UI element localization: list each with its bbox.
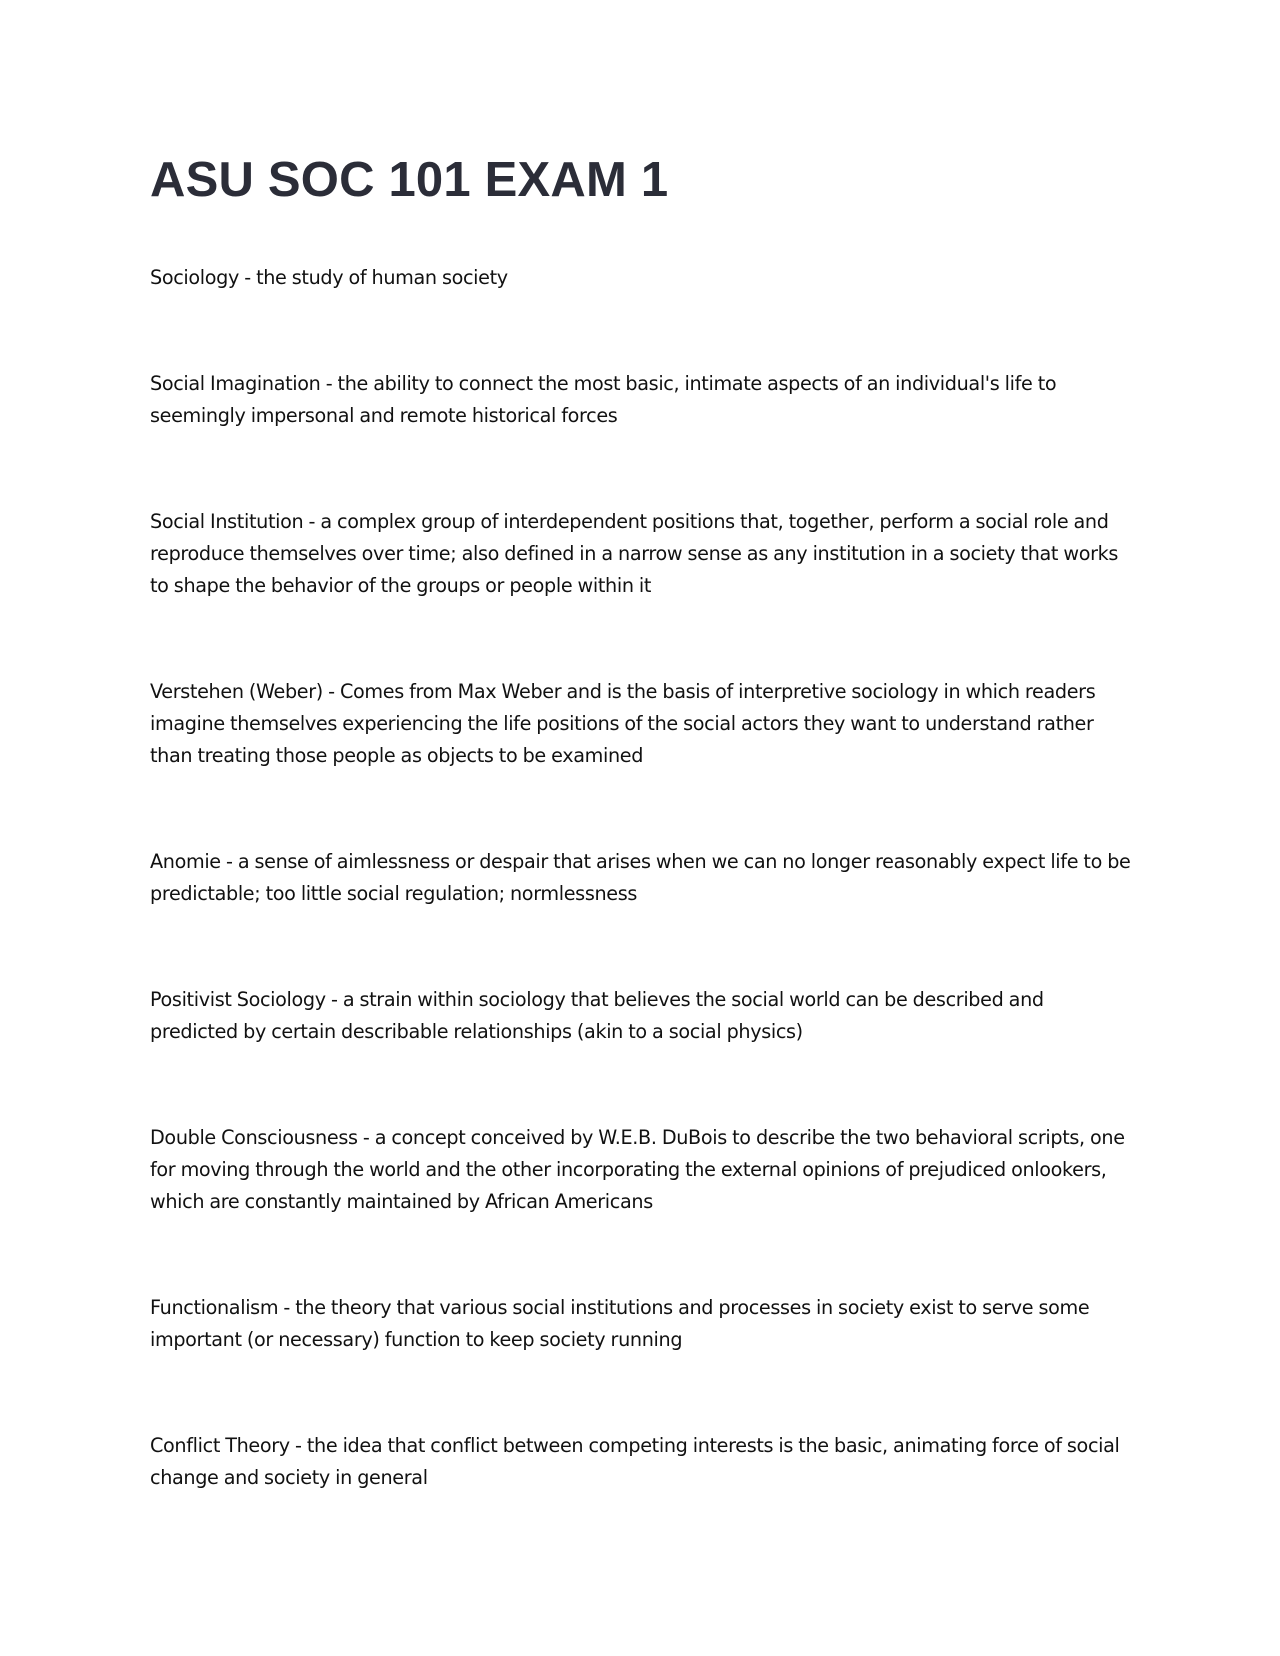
definition-social-institution: Social Institution - a complex group of interdependent positions that, together, perform a social role and reproduce themselves over time; also defined in a narrow sense as any institution in a society that works to shape the behavior of the groups or people within it <box>150 510 1119 597</box>
definition-conflict-theory: Conflict Theory - the idea that conflict between competing interests is the basic, animating force of social change and society in general <box>150 1434 1120 1489</box>
definition-sociology: Sociology - the study of human society <box>150 266 508 289</box>
definition-list <box>150 262 1135 1494</box>
definition-verstehen: Verstehen (Weber) - Comes from Max Weber and is the basis of interpretive sociology in which readers imagine themselves experiencing the life positions of the social actors they want to understand rather than treating those people as objects to be examined <box>150 680 1096 767</box>
definition-functionalism: Functionalism - the theory that various social institutions and processes in society exist to serve some important (or necessary) function to keep society running <box>150 1296 1090 1351</box>
definition-social-imagination: Social Imagination - the ability to connect the most basic, intimate aspects of an individual's life to seemingly impersonal and remote historical forces <box>150 372 1057 427</box>
document-title: ASU SOC 101 EXAM 1 <box>150 153 669 207</box>
document-page <box>150 150 1135 1568</box>
definition-positivist-sociology: Positivist Sociology - a strain within sociology that believes the social world can be described and predicted by certain describable relationships (akin to a social physics) <box>150 988 1044 1043</box>
definition-anomie: Anomie - a sense of aimlessness or despair that arises when we can no longer reasonably expect life to be predictable; too little social regulation; normlessness <box>150 850 1131 905</box>
definition-double-consciousness: Double Consciousness - a concept conceived by W.E.B. DuBois to describe the two behavioral scripts, one for moving through the world and the other incorporating the external opinions of prejudiced onlookers, which are constantly maintained by African Americans <box>150 1126 1125 1213</box>
